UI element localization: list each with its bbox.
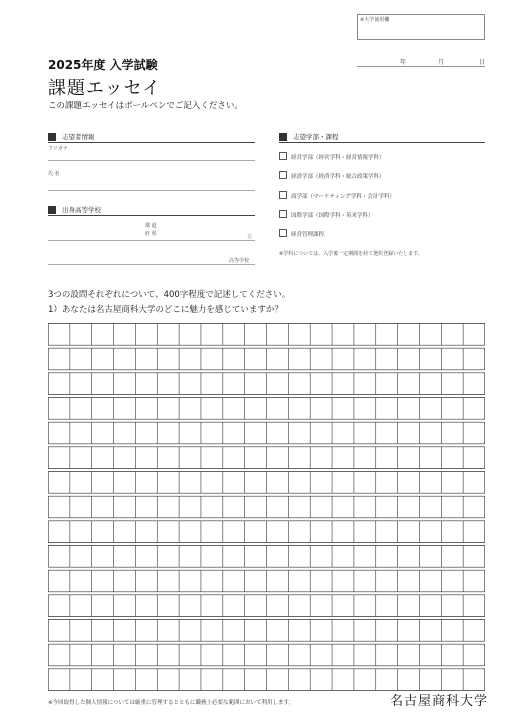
pen-instruction: この課題エッセイはボールペンでご記入ください。	[48, 101, 243, 111]
office-use-box	[357, 14, 485, 40]
university-logo: 名古屋商科大学	[390, 694, 489, 709]
checkbox[interactable]	[279, 191, 287, 199]
checkbox[interactable]	[279, 152, 287, 160]
date-year-label: 年	[400, 59, 407, 66]
exam-year-heading: 2025年度 入学試験	[48, 58, 158, 72]
school-suffix-label: 高等学校	[229, 258, 250, 264]
date-month-label: 月	[438, 59, 445, 66]
date-field[interactable]	[357, 66, 485, 67]
section-marker-icon	[48, 206, 56, 214]
faculty-note: ※学科については、入学後一定期間を経て選択登録いたします。	[279, 251, 423, 257]
section-marker-icon	[279, 133, 287, 141]
section-rule	[48, 215, 255, 216]
checkbox[interactable]	[279, 210, 287, 218]
furigana-field[interactable]	[48, 160, 255, 168]
faculty-section-heading: 志望学部・課程	[279, 133, 479, 141]
essay-instruction: 3つの設問それぞれについて、400字程度で記述してください。	[48, 290, 291, 300]
genkou-grid-svg[interactable]	[48, 322, 485, 692]
essay-question-1: 1）あなたは名古屋商科大学のどこに魅力を感じていますか？	[48, 305, 283, 315]
prefecture-field[interactable]	[48, 240, 255, 241]
section-marker-icon	[48, 133, 56, 141]
prefecture-label-2: 府 県	[145, 231, 157, 237]
checkbox[interactable]	[279, 171, 287, 179]
prefecture-label-1: 都 道	[145, 223, 157, 229]
genkou-grid[interactable]	[48, 322, 485, 692]
checkbox[interactable]	[279, 229, 287, 237]
office-use-label: ※大学使用欄	[360, 17, 390, 23]
furigana-label: フリガナ	[48, 146, 68, 152]
school-section-heading: 出身高等学校	[48, 206, 248, 214]
page-title: 課題エッセイ	[48, 78, 162, 99]
section-rule	[48, 142, 255, 143]
school-name-field[interactable]	[48, 264, 255, 265]
section-rule	[279, 142, 485, 143]
public-label: 立	[247, 234, 253, 240]
name-label: 氏 名	[48, 171, 60, 177]
privacy-note: ※今回取得した個人情報については厳重に管理するとともに職務上必要な範囲において利用します。	[48, 700, 295, 706]
name-field[interactable]	[48, 190, 255, 198]
date-day-label: 日	[479, 59, 486, 66]
applicant-section-heading: 志望者情報	[48, 133, 248, 141]
